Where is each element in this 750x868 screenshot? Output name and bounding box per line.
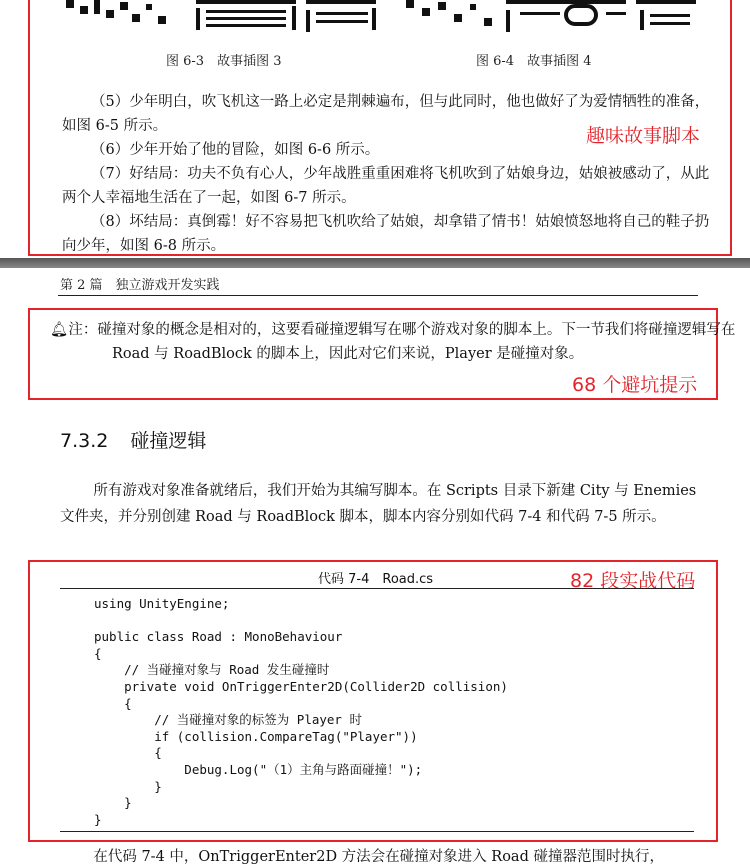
figure-caption-6-4: 图 6-4 故事插图 4 <box>476 54 592 69</box>
story-page-excerpt <box>6 0 742 258</box>
story-paragraph-5: （5）少年明白，吹飞机这一路上必定是荆棘遍布，但与此同时，他也做好了为爱情牺牲的准备，如图 6-5 所示。 <box>62 94 710 134</box>
qr-code-pattern-strip <box>66 0 706 34</box>
code-rule-top <box>60 588 694 589</box>
running-header: 第 2 篇 独立游戏开发实践 <box>60 278 220 293</box>
code-line: { <box>94 645 102 661</box>
trailing-paragraph: 在代码 7-4 中，OnTriggerEnter2D 方法会在碰撞对象进入 Road 碰撞器范围时执行， <box>93 849 664 865</box>
callout-practice-code: 82 段实战代码 <box>570 570 696 592</box>
code-line <box>94 613 508 630</box>
code-line: if (collision.CompareTag("Player")) <box>94 728 418 744</box>
code-line: Debug.Log("（1）主角与路面碰撞！"); <box>94 761 423 777</box>
story-paragraph-6: （6）少年开始了他的冒险，如图 6-6 所示。 <box>91 142 380 158</box>
story-paragraph-8: （8）坏结局：真倒霉！好不容易把飞机吹给了姑娘，却拿错了情书！姑娘愤怒地将自己的鞋子扔向少年，如图 6-8 所示。 <box>62 214 710 254</box>
code-rule-bottom <box>60 831 694 832</box>
code-line: public class Road : MonoBehaviour <box>94 629 343 645</box>
header-rule <box>58 295 698 296</box>
code-listing-title: 代码 7-4 Road.cs <box>318 572 434 587</box>
note-block <box>50 318 750 366</box>
code-line: } <box>94 811 102 827</box>
note-label: 注： <box>68 322 98 338</box>
code-line: { <box>94 695 132 711</box>
section-title: 碰撞逻辑 <box>130 430 207 452</box>
callout-pitfall-tips: 68 个避坑提示 <box>572 374 698 396</box>
code-line: } <box>94 795 132 811</box>
bell-icon: 🔔︎ <box>50 322 69 338</box>
code-block <box>94 596 508 828</box>
code-line: } <box>94 778 162 794</box>
code-line: { <box>94 745 162 761</box>
code-line: private void OnTriggerEnter2D(Collider2D collision) <box>94 678 508 694</box>
note-text: 碰撞对象的概念是相对的，这要看碰撞逻辑写在哪个游戏对象的脚本上。下一节我们将碰撞逻辑写在 Road 与 RoadBlock 的脚本上，因此对它们来说，Player 是碰撞对象。 <box>97 322 736 362</box>
story-paragraph-7: （7）好结局：功夫不负有心人，少年战胜重重困难将飞机吹到了姑娘身边，姑娘被感动了，从此两个人幸福地生活在了一起，如图 6-7 所示。 <box>62 166 710 206</box>
code-line: // 当碰撞对象的标签为 Player 时 <box>94 712 362 728</box>
code-line: // 当碰撞对象与 Road 发生碰撞时 <box>94 662 330 678</box>
page-separator <box>0 258 750 268</box>
section-heading <box>60 426 206 453</box>
body-paragraph: 所有游戏对象准备就绪后，我们开始为其编写脚本。在 Scripts 目录下新建 City 与 Enemies 文件夹，并分别创建 Road 与 RoadBlock 脚本，脚本内容分别如代码 7-4 和代码 7-5 所示。 <box>60 483 697 525</box>
code-line: using UnityEngine; <box>94 596 230 611</box>
code-page-excerpt <box>0 268 750 865</box>
callout-story-script: 趣味故事脚本 <box>586 125 701 147</box>
figure-caption-6-3: 图 6-3 故事插图 3 <box>166 54 282 69</box>
section-number: 7.3.2 <box>60 430 109 452</box>
